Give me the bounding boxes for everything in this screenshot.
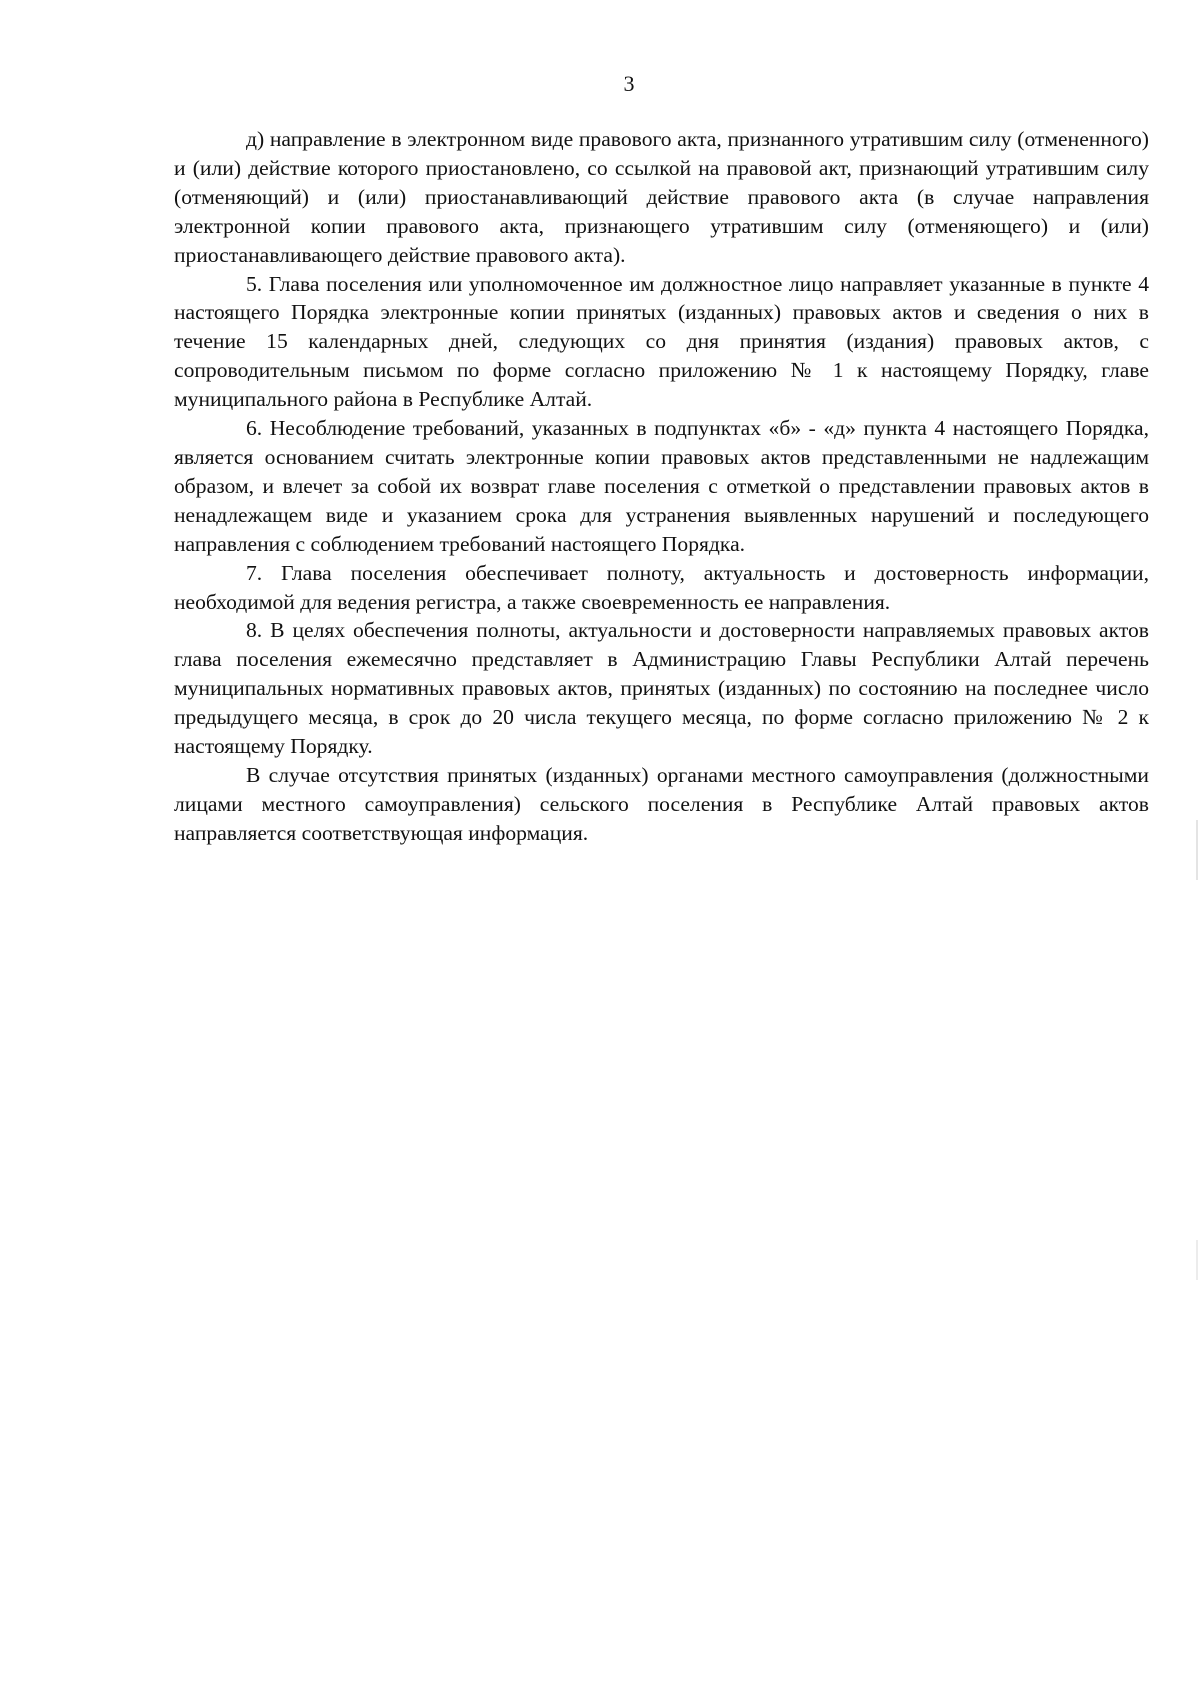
paragraph-item-5: 5. Глава поселения или уполномоченное им должностное лицо направляет указанные в пункте 4 настоящего Порядка электронные копии принятых (изданных) правовых актов и сведения о них в течение 15 календарных дней, следующих со дня принятия (издания) правовых актов, с сопроводительным письмом по форме согласно приложению № 1 к настоящему Порядку, главе муниципального района в Республике Алтай. [174,271,1149,412]
page-number: 3 [623,71,635,96]
scan-edge-mark [1196,1240,1198,1280]
paragraph-subitem-d: д) направление в электронном виде правового акта, признанного утратившим силу (отмененного) и (или) действие которого приостановлено, со ссылкой на правовой акт, признающий утратившим силу (отменяющий) и (или) приостанавливающий действие правового акта (в случае направления электронной копии правового акта, признающего утратившим силу (отменяющего) и (или) приостанавливающего действие правового акта). [174,127,1149,267]
paragraph-item-7: 7. Глава поселения обеспечивает полноту, актуальность и достоверность информации, необходимой для ведения регистра, а также своевременность ее направления. [174,560,1149,614]
paragraph-item-6: 6. Несоблюдение требований, указанных в подпунктах «б» - «д» пункта 4 настоящего Порядка, является основанием считать электронные копии правовых актов представленными не надлежащим образом, и влечет за собой их возврат главе поселения с отметкой о представлении правовых актов в ненадлежащем виде и указанием срока для устранения выявленных нарушений и последующего направления с соблюдением требований настоящего Порядка. [174,416,1149,556]
document-body [174,125,1149,848]
scan-edge-mark [1196,820,1198,880]
paragraph-no-acts-case: В случае отсутствия принятых (изданных) органами местного самоуправления (должностными лицами местного самоуправления) сельского поселения в Республике Алтай правовых актов направляется соответствующая информация. [174,762,1149,845]
paragraph-item-8: 8. В целях обеспечения полноты, актуальности и достоверности направляемых правовых актов глава поселения ежемесячно представляет в Администрацию Главы Республики Алтай перечень муниципальных нормативных правовых актов, принятых (изданных) по состоянию на последнее число предыдущего месяца, в срок до 20 числа текущего месяца, по форме согласно приложению № 2 к настоящему Порядку. [174,618,1149,759]
